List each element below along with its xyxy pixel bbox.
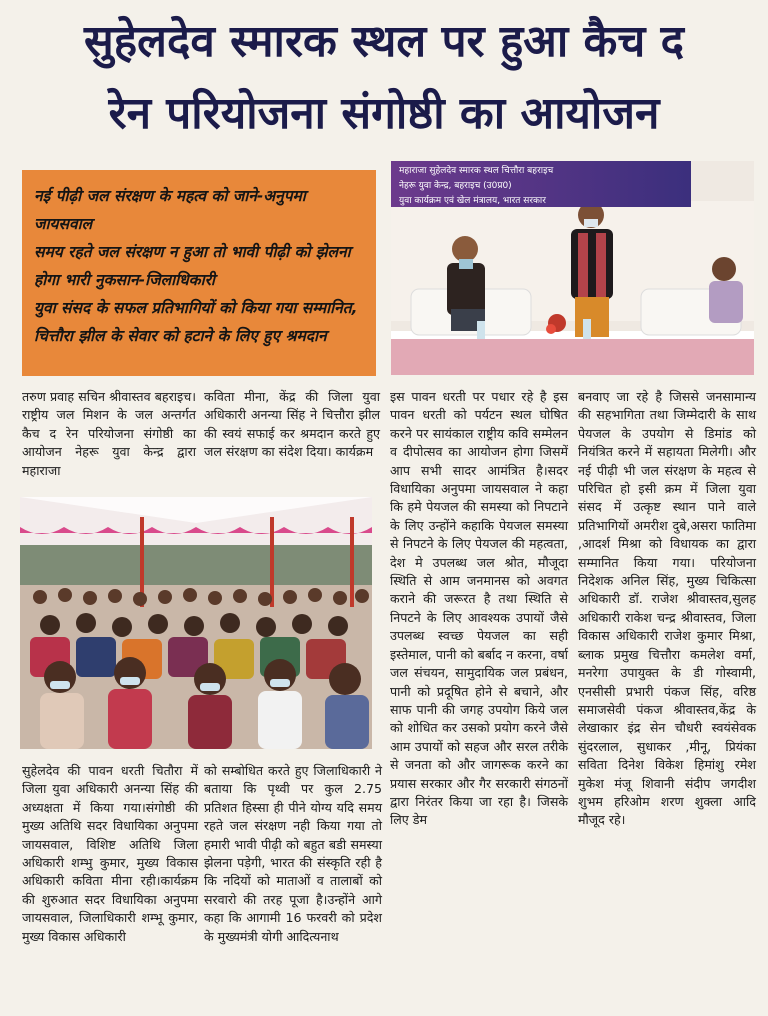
photo-dais bbox=[391, 161, 754, 375]
article-text: बनवाए जा रहे है जिससे जनसामान्य की सहभागिता तथा जिम्मेदारी के साथ पेयजल के उपयोग से डिमांड को नियंत्रित करने में सहायता मिलेगी। और नई पीढ़ी भी जल संरक्षण के महत्व से परिचित हो इसी क्रम में जिला युवा संसद में उत्कृष्ट स्थान पाने वाले प्रतिभागियों अमरीश दुबे,असरा फातिमा ,आदर्श मिश्रा को विधायक का द्वारा सम्मानित किया गया। परियोजना निदेशक अनिल सिंह, मुख्य चिकित्सा अधिकारी डॉ. राजेश श्रीवास्तव,सुलह अधिकारी राकेश चन्द्र श्रीवास्तव, जिला विकास अधिकारी राजेश कुमार मिश्रा, ब्लाक प्रमुख चित्तौरा कमलेश वर्मा, मनरेगा उपायुक्त के डी गोस्वामी, एनसीसी प्रभारी पंकज सिंह, वरिष्ठ समाजसेवी पंकज श्रीवास्तव,केंद्र के लेखाकार इंद्र सेन चौधरी स्वयंसेवक सुंदरलाल, सुधाकर ,मीनू, प्रियंका सविता दिनेश विकेश हिमांशु रमेश मुकेश मंजू शिवानी संदीप जगदीश शुभम हरिओम शरण शुक्ला आदि मौजूद रहे। bbox=[578, 389, 756, 828]
article-column-4 bbox=[578, 388, 756, 830]
article-column-2-top bbox=[204, 388, 380, 462]
kicker-line: समय रहते जल संरक्षण न हुआ तो भावी पीढ़ी को झेलना होगा भारी नुकसान-जिलाधिकारी bbox=[34, 243, 351, 289]
event-banner bbox=[391, 161, 691, 207]
article-column-2-bottom bbox=[204, 762, 382, 946]
article-column-3 bbox=[390, 388, 568, 830]
article-text: सुहेलदेव की पावन धरती चितौरा में जिला युवा अधिकारी अनन्या सिंह की अध्यक्षता में किया गया।संगोष्ठी की मुख्य अतिथि सदर विधायिका अनुपमा जायसवाल, विशिष्ट अतिथि जिला अधिकारी शम्भु कुमार, मुख्य विकास अधिकारी कविता मीना रही।कार्यक्रम की शुरुआत सदर विधायिका अनुपमा जायसवाल, जिलाधिकारी शम्भू कुमार, मुख्य विकास अधिकारी bbox=[22, 763, 198, 944]
article-text: को सम्बोधित करते हुए जिलाधिकारी ने बताया कि पृथ्वी पर कुल 2.75 प्रतिशत हिस्सा ही पीने योग्य यदि समय रहते जल संरक्षण नही किया गया तो हमारी भावी पीढ़ी को बहुत बडी समस्या झेलना पड़ेगी, भारत की संस्कृति रही है कि नदियों को माताओं व तालाबों को सरवारो की तरह पूजा है।उन्होंने आगे कहा कि आगामी 16 फरवरी को प्रदेश के मुख्यमंत्री योगी आदित्यनाथ bbox=[204, 763, 382, 944]
kicker-line: युवा संसद के सफल प्रतिभागियों को किया गया सम्मानित, चित्तौरा झील के सेवार को हटाने के लिए हुए श्रमदान bbox=[34, 299, 358, 345]
headline bbox=[10, 6, 758, 150]
article-text: इस पावन धरती पर पधार रहे है इस पावन धरती को पर्यटन स्थल घोषित करने पर सायंकाल राष्ट्रीय कवि सम्मेलन व दीपोत्सव का आयोजन होगा जिसमें आप सभी सादर आमंत्रित है।सदर विधायिका अनुपमा जायसवाल ने कहा कि हमे पेयजल की समस्या को निपटाने के लिए उन्होंने कहाकि पेयजल समस्या से निपटने के लिए पेयजल की महत्वता, देश मे उपलब्ध जल श्रोत, मौजूदा स्थिति से आम जनमानस को अवगत कराने की जरूरत है तथा स्थिति से निपटने के लिए आवश्यक उपायों जैसे उपलब्ध स्वच्छ पेयजल का सही इस्तेमाल, पानी को बर्बाद न करना, वर्षा जल संचयन, सामुदायिक जल प्रबंधन, पानी को प्रदूषित होने से बचाने, और साफ पानी की जगह उपयोग किये जल को शोधित कर उसको प्रयोग करने जैसे आम उपायों को सहज और सरल तरीके से जनता को और जागरूक करने का प्रयास सरकार और गैर सरकारी संगठनों द्वारा निरंतर किया जा रहा है। जिसके लिए डेम bbox=[390, 389, 568, 828]
article-text: कविता मीना, केंद्र की जिला युवा अधिकारी अनन्या सिंह ने चित्तौरा झील की स्वयं सफाई कर श्रमदान करते हुए जल संरक्षण का संदेश दिया। कार्यक्रम bbox=[204, 389, 380, 460]
banner-line-3: युवा कार्यक्रम एवं खेल मंत्रालय, भारत सरकार bbox=[399, 196, 546, 206]
article-column-1-top bbox=[22, 388, 196, 480]
kicker-box bbox=[22, 170, 376, 376]
headline-line-1: सुहेलदेव स्मारक स्थल पर हुआ कैच द bbox=[84, 16, 684, 67]
audience-photo-illustration bbox=[20, 497, 372, 749]
article-column-1-bottom bbox=[22, 762, 198, 946]
article-text: तरुण प्रवाह सचिन श्रीवास्तव बहराइच।राष्ट्रीय जल मिशन के जल अन्तर्गत कैच द रेन परियोजना संगोष्ठी का आयोजन नेहरू युवा केन्द्र द्वारा महाराजा bbox=[22, 389, 196, 478]
banner-line-2: नेहरू युवा केन्द्र, बहराइच (उ0प्र0) bbox=[399, 181, 512, 191]
photo-audience bbox=[20, 497, 372, 749]
kicker-line: नई पीढ़ी जल संरक्षण के महत्व को जाने-अनुपमा जायसवाल bbox=[34, 187, 306, 233]
headline-line-2: रेन परियोजना संगोष्ठी का आयोजन bbox=[108, 88, 660, 139]
banner-line-1: महाराजा सुहेलदेव स्मारक स्थल चित्तौरा बहराइच bbox=[399, 166, 554, 176]
